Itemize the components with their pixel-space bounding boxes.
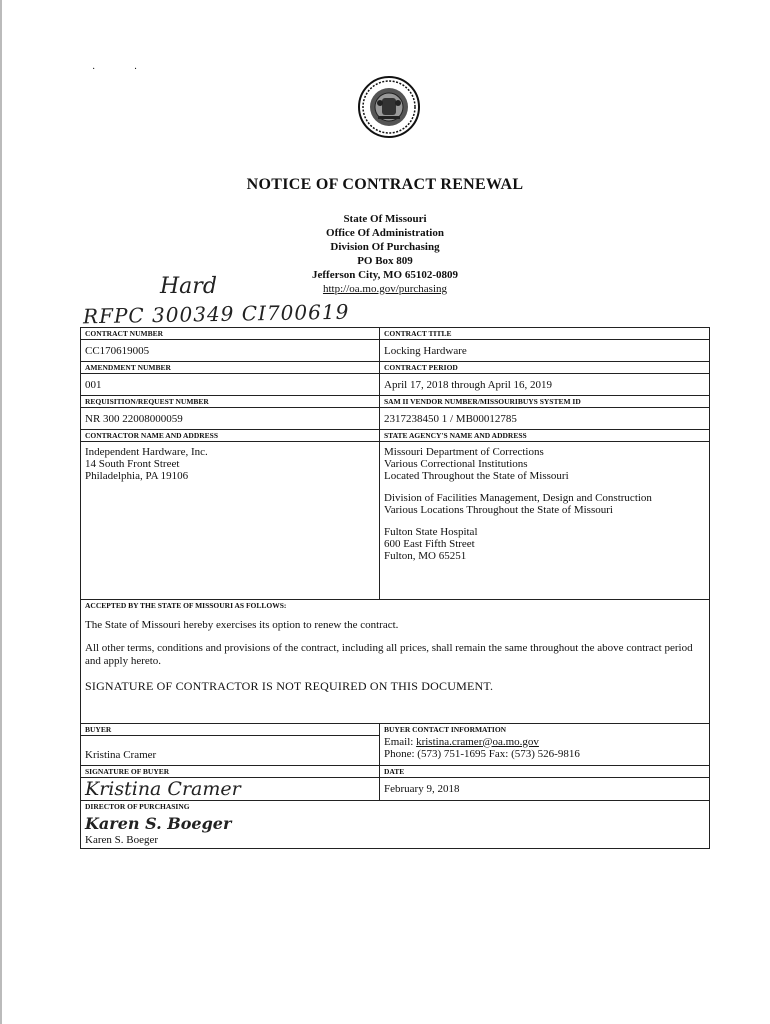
acceptance-label: ACCEPTED BY THE STATE OF MISSOURI AS FOLLOWS: (85, 601, 287, 610)
contract-number-label: CONTRACT NUMBER (81, 328, 380, 340)
contractor-address (81, 442, 380, 600)
requisition-label: REQUISITION/REQUEST NUMBER (81, 396, 380, 408)
director-signature: Karen S. Boeger (85, 814, 232, 833)
contractor-line: Independent Hardware, Inc. (85, 446, 208, 458)
contractor-line: Philadelphia, PA 19106 (85, 470, 189, 482)
scan-edge (0, 0, 2, 1024)
buyer-name: Kristina Cramer (81, 736, 380, 766)
agency-block: Missouri Department of Corrections Various Correctional Institutions Located Throughout the State of Missouri (384, 446, 569, 482)
acceptance-section (81, 600, 710, 724)
address-line: Jefferson City, MO 65102-0809 (311, 269, 459, 281)
contract-period: April 17, 2018 through April 16, 2019 (380, 374, 710, 396)
contract-title: Locking Hardware (380, 340, 710, 362)
vendor-label: SAM II VENDOR NUMBER/MISSOURIBUYS SYSTEM ID (380, 396, 710, 408)
amendment-label: AMENDMENT NUMBER (81, 362, 380, 374)
vendor-number: 2317238450 1 / MB00012785 (380, 408, 710, 430)
address-line: Office Of Administration (326, 227, 444, 239)
agency-address (380, 442, 710, 600)
agency-block: Fulton State Hospital 600 East Fifth Street Fulton, MO 65251 (384, 526, 478, 562)
contract-title-label: CONTRACT TITLE (380, 328, 710, 340)
director-label: DIRECTOR OF PURCHASING (81, 801, 710, 813)
handwritten-note: Hard (160, 274, 217, 299)
director-name: Karen S. Boeger (85, 834, 159, 846)
contract-details-table (80, 327, 710, 849)
buyer-email-line: Email: kristina.cramer@oa.mo.gov (384, 735, 539, 748)
requisition-number: NR 300 22008000059 (81, 408, 380, 430)
agency-block: Division of Facilities Management, Design and Construction Various Locations Throughout the State of Missouri (384, 492, 652, 516)
buyer-signature-label: SIGNATURE OF BUYER (81, 766, 380, 778)
state-seal-icon (358, 76, 420, 138)
buyer-phone: Phone: (573) 751-1695 Fax: (573) 526-9816 (384, 747, 580, 760)
address-line: PO Box 809 (357, 255, 413, 267)
address-line: State Of Missouri (343, 213, 427, 225)
buyer-contact-label: BUYER CONTACT INFORMATION (380, 724, 710, 736)
signature-date: February 9, 2018 (380, 778, 710, 801)
director-block (81, 812, 710, 849)
date-label: DATE (380, 766, 710, 778)
buyer-contact (380, 736, 710, 766)
contractor-label: CONTRACTOR NAME AND ADDRESS (81, 430, 380, 442)
amendment-number: 001 (81, 374, 380, 396)
buyer-signature: Kristina Cramer (81, 778, 380, 801)
acceptance-para: The State of Missouri hereby exercises its option to renew the contract. (85, 619, 399, 631)
issuer-address (0, 212, 770, 296)
period-label: CONTRACT PERIOD (380, 362, 710, 374)
page-title: NOTICE OF CONTRACT RENEWAL (246, 176, 524, 193)
signature-note: SIGNATURE OF CONTRACTOR IS NOT REQUIRED ON THIS DOCUMENT. (85, 679, 494, 693)
contractor-line: 14 South Front Street (85, 458, 180, 470)
agency-label: STATE AGENCY'S NAME AND ADDRESS (380, 430, 710, 442)
scan-specks: · · (92, 64, 156, 75)
address-line: Division Of Purchasing (330, 241, 440, 253)
handwritten-reference: RFPC 300349 CI700619 (82, 299, 350, 329)
acceptance-para: All other terms, conditions and provisions of the contract, including all prices, shall remain the same throughout the above contract period and apply hereto. (85, 642, 693, 667)
buyer-label: BUYER (81, 724, 380, 736)
purchasing-link[interactable]: http://oa.mo.gov/purchasing (322, 283, 448, 295)
contract-number: CC170619005 (81, 340, 380, 362)
buyer-email-link[interactable]: kristina.cramer@oa.mo.gov (416, 735, 539, 748)
